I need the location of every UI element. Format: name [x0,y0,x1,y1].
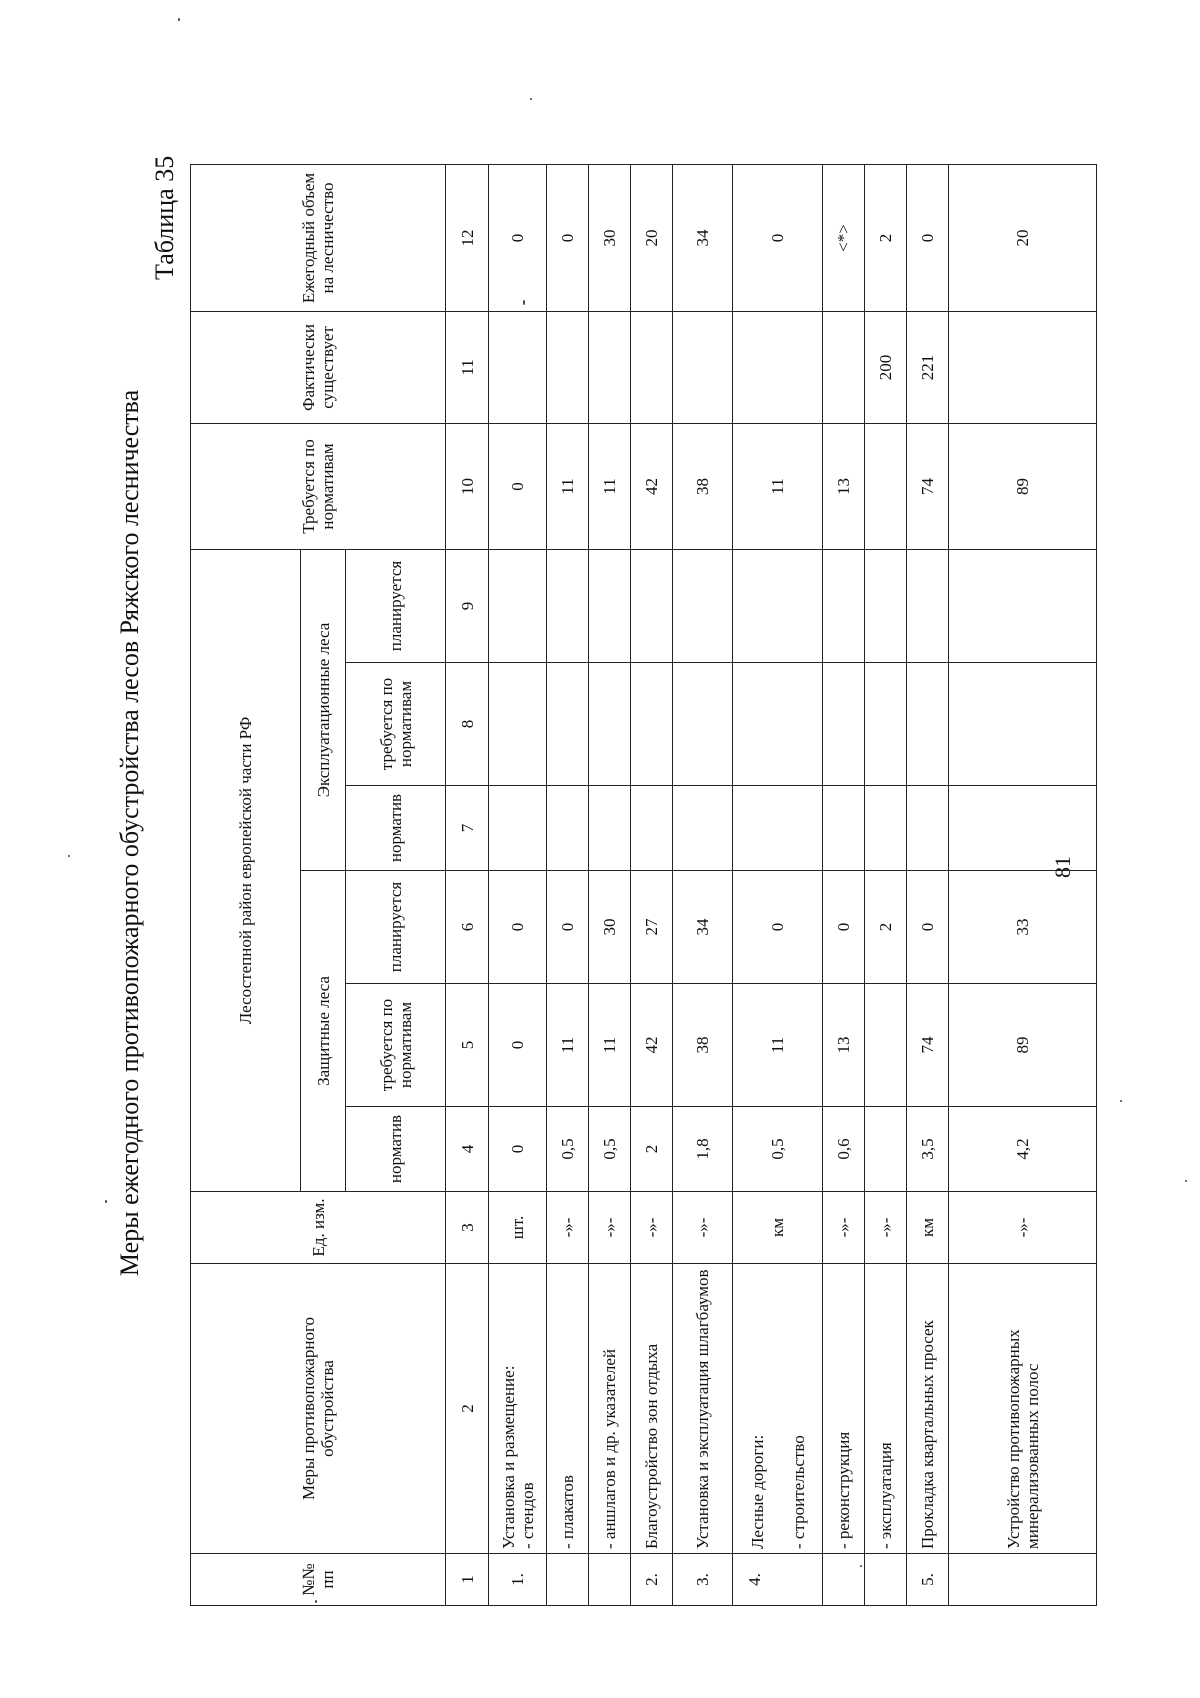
table-row [823,164,865,1605]
expl-required-cell [865,663,907,786]
header-exploitation: Эксплуатационные леса [301,549,346,870]
unit-cell: шт. [489,1192,547,1264]
annual-cell: 0 [907,164,949,311]
expl-required-cell [547,663,589,786]
actual-cell [823,311,865,423]
required-cell: 11 [589,984,631,1107]
measure-label: - эксплуатация [865,1264,907,1554]
measure-group-label: Лесные дороги: [747,1434,767,1549]
measure-label: Установка и эксплуатация шлагбаумов [673,1264,733,1554]
table-row [589,164,631,1605]
measure-cell [489,1264,547,1554]
annual-cell: 34 [673,164,733,311]
expl-norm-cell [733,786,823,871]
measure-label: - плакатов [547,1264,589,1554]
col-number: 3 [446,1192,489,1264]
planned-cell: 30 [589,871,631,984]
annual-cell: 30 [589,164,631,311]
measure-label: - реконструкция [823,1264,865,1554]
unit-cell: -»- [865,1192,907,1264]
expl-required-cell [489,663,547,786]
header-required: требуется по нормативам [346,984,446,1107]
expl-norm-cell [489,786,547,871]
required-total-cell: 13 [823,423,865,549]
measure-group-label: Установка и размещение: [498,1365,518,1549]
header-protective: Защитные леса [301,871,346,1192]
row-number [865,1554,907,1606]
col-number: 1 [446,1554,489,1606]
planned-cell: 0 [907,871,949,984]
required-total-cell: 11 [547,423,589,549]
col-number: 9 [446,549,489,662]
expl-planned-cell [489,549,547,662]
expl-planned-cell [733,549,823,662]
unit-cell: -»- [949,1192,1097,1264]
measure-label: Устройство противопожарных минерализованных полос [949,1264,1097,1554]
planned-cell: 27 [631,871,673,984]
actual-cell [589,311,631,423]
required-cell [865,984,907,1107]
header-actual: Фактически существует [191,311,446,423]
required-cell: 38 [673,984,733,1107]
expl-norm-cell [673,786,733,871]
expl-required-cell [673,663,733,786]
norm-cell: 0,5 [733,1107,823,1192]
actual-cell [631,311,673,423]
norm-cell: 4,2 [949,1107,1097,1192]
unit-cell: -»- [547,1192,589,1264]
expl-planned-cell [949,549,1097,662]
norm-cell: 1,8 [673,1107,733,1192]
header-planned: планируется [346,549,446,662]
header-row-1 [191,164,301,1605]
required-total-cell: 74 [907,423,949,549]
required-total-cell: 38 [673,423,733,549]
header-required: требуется по нормативам [346,663,446,786]
row-number [547,1554,589,1606]
unit-cell: -»- [673,1192,733,1264]
expl-required-cell [589,663,631,786]
row-number [949,1554,1097,1606]
required-cell: 42 [631,984,673,1107]
col-number: 10 [446,423,489,549]
row-number: 1. [489,1554,547,1606]
expl-norm-cell [823,786,865,871]
expl-required-cell [823,663,865,786]
planned-cell: 0 [547,871,589,984]
planned-cell: 0 [489,871,547,984]
unit-cell: -»- [589,1192,631,1264]
required-cell: 74 [907,984,949,1107]
col-number: 4 [446,1107,489,1192]
norm-cell: 0 [489,1107,547,1192]
planned-cell: 0 [733,871,823,984]
actual-cell: 221 [907,311,949,423]
expl-planned-cell [631,549,673,662]
norm-cell: 0,5 [589,1107,631,1192]
expl-norm-cell [631,786,673,871]
expl-planned-cell [865,549,907,662]
expl-required-cell [631,663,673,786]
expl-planned-cell [547,549,589,662]
required-total-cell: 11 [589,423,631,549]
document-title: Меры ежегодного противопожарного обустройства лесов Ряжского лесничества [115,389,144,1277]
measure-label: - аншлагов и др. указателей [589,1264,631,1554]
header-planned: планируется [346,871,446,984]
header-measure: Меры противопожарного обустройства [191,1264,446,1554]
measure-cell [733,1264,823,1554]
required-total-cell: 89 [949,423,1097,549]
required-total-cell: 0 [489,423,547,549]
header-num: №№ пп [191,1554,446,1606]
row-number: 3. [673,1554,733,1606]
page-number: 81 [1050,856,1075,878]
expl-norm-cell [547,786,589,871]
col-number: 5 [446,984,489,1107]
table-row [865,164,907,1605]
expl-norm-cell [865,786,907,871]
table-row [631,164,673,1605]
expl-required-cell [907,663,949,786]
required-cell: 11 [547,984,589,1107]
actual-cell [547,311,589,423]
required-cell: 13 [823,984,865,1107]
fire-measures-table [190,164,1097,1606]
row-number [823,1554,865,1606]
actual-cell [489,311,547,423]
header-annual: Ежегодный объем на лесничество [191,164,446,311]
row-number [589,1554,631,1606]
table-row [547,164,589,1605]
required-total-cell [865,423,907,549]
row-number: 5. [907,1554,949,1606]
table-row [907,164,949,1605]
actual-cell [673,311,733,423]
required-total-cell: 11 [733,423,823,549]
measure-label: Благоустройство зон отдыха [631,1264,673,1554]
annual-cell: 20 [631,164,673,311]
norm-cell: 2 [631,1107,673,1192]
expl-norm-cell [907,786,949,871]
table-label: Таблица 35 [150,155,179,280]
expl-norm-cell [949,786,1097,871]
norm-cell: 0,5 [547,1107,589,1192]
planned-cell: 33 [949,871,1097,984]
expl-planned-cell [823,549,865,662]
col-number: 2 [446,1264,489,1554]
unit-cell: км [733,1192,823,1264]
col-number: 8 [446,663,489,786]
col-number: 7 [446,786,489,871]
norm-cell [865,1107,907,1192]
required-cell: 11 [733,984,823,1107]
expl-planned-cell [673,549,733,662]
actual-cell [949,311,1097,423]
expl-norm-cell [589,786,631,871]
header-unit: Ед. изм. [191,1192,446,1264]
annual-cell: 2 [865,164,907,311]
unit-cell: км [907,1192,949,1264]
planned-cell: 0 [823,871,865,984]
expl-planned-cell [589,549,631,662]
required-cell: 0 [489,984,547,1107]
header-required-total: Требуется по нормативам [191,423,446,549]
actual-cell: 200 [865,311,907,423]
table-row [489,164,547,1605]
expl-required-cell [949,663,1097,786]
measure-label: - стендов [517,1482,537,1549]
col-number: 12 [446,164,489,311]
table-row [673,164,733,1605]
unit-cell: -»- [631,1192,673,1264]
unit-cell: -»- [823,1192,865,1264]
col-number: 6 [446,871,489,984]
annual-cell: <*> [823,164,865,311]
planned-cell: 2 [865,871,907,984]
row-number: 4. [733,1554,823,1606]
expl-planned-cell [907,549,949,662]
required-cell: 89 [949,984,1097,1107]
actual-cell [733,311,823,423]
norm-cell: 3,5 [907,1107,949,1192]
header-region: Лесостепной район европейской части РФ [191,549,301,1191]
expl-required-cell [733,663,823,786]
required-total-cell: 42 [631,423,673,549]
measure-label: Прокладка квартальных просек [907,1264,949,1554]
annual-cell: 0 [489,164,547,311]
annual-cell: 0 [733,164,823,311]
column-number-row [446,164,489,1605]
table-row [949,164,1097,1605]
table-row [733,164,823,1605]
planned-cell: 34 [673,871,733,984]
row-number: 2. [631,1554,673,1606]
header-norm: норматив [346,1107,446,1192]
norm-cell: 0,6 [823,1107,865,1192]
header-norm: норматив [346,786,446,871]
annual-cell: 20 [949,164,1097,311]
annual-cell: 0 [547,164,589,311]
measure-label: - строительство [788,1435,808,1549]
col-number: 11 [446,311,489,423]
